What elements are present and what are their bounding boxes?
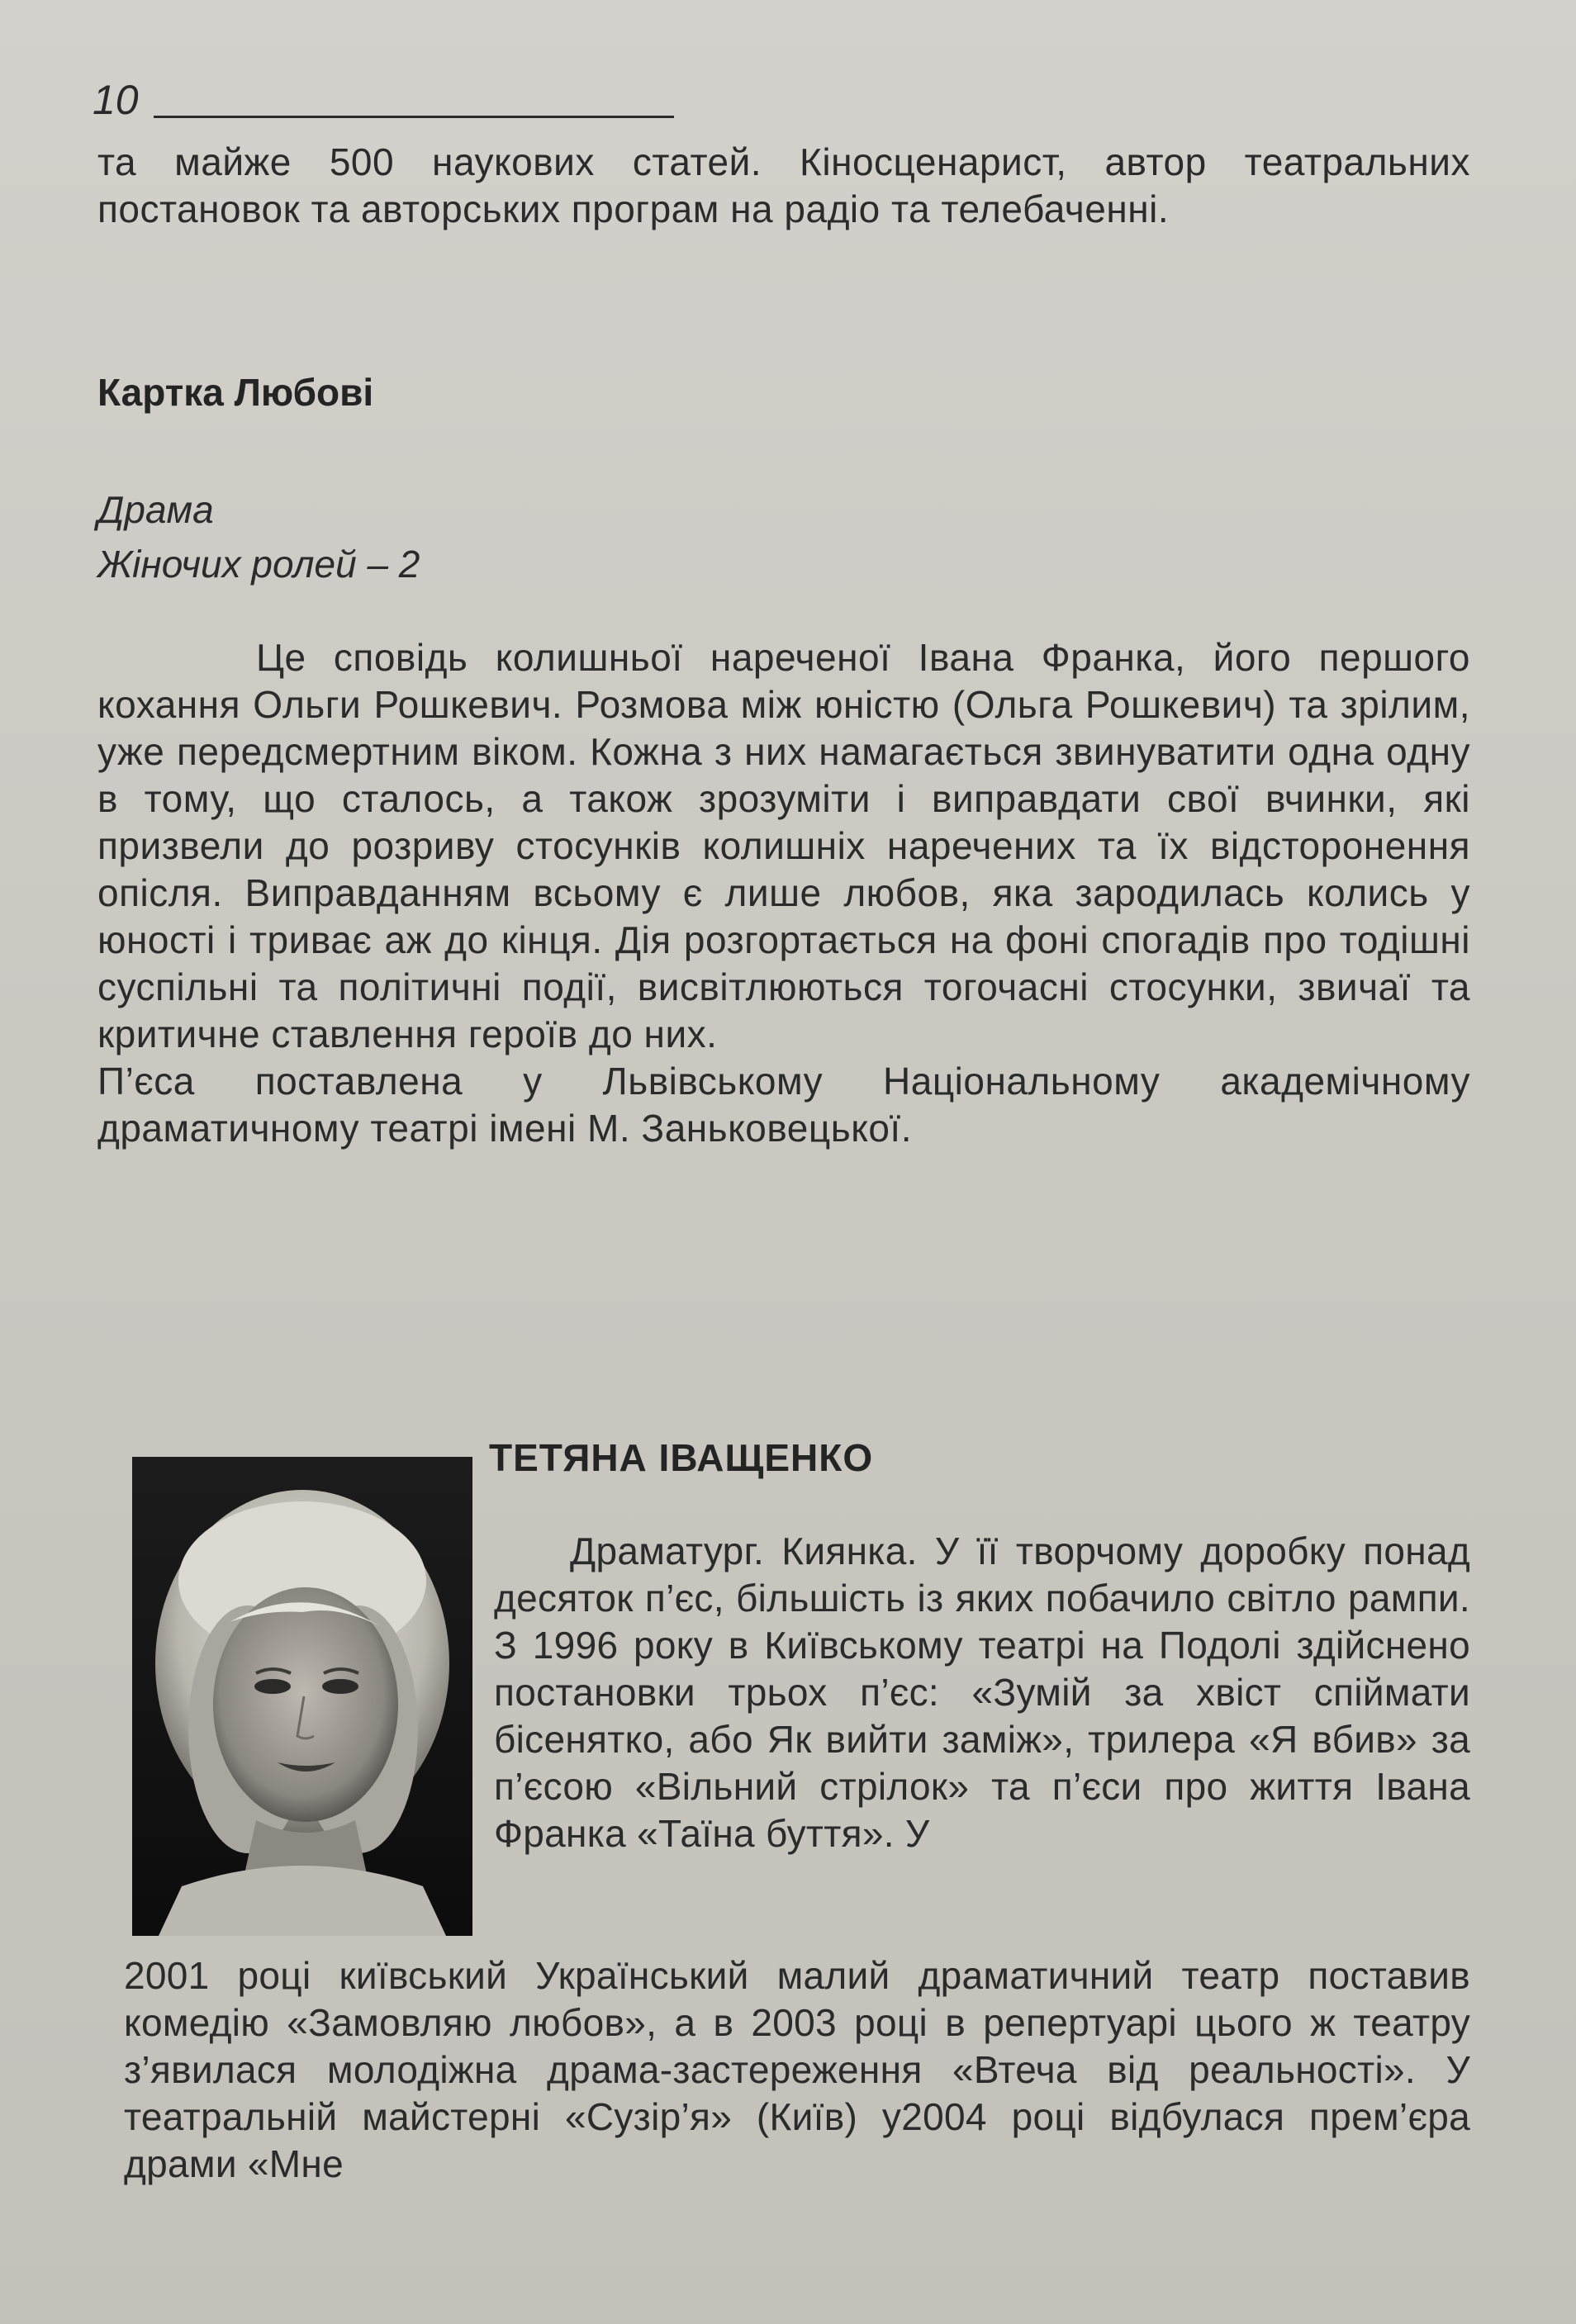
play-staging: П’єса поставлена у Львівському Національному академічному драматичному театрі імені М. Заньковецької. bbox=[97, 1060, 1470, 1150]
play-roles: Жіночих ролей – 2 bbox=[97, 543, 420, 586]
play-meta bbox=[97, 482, 420, 591]
author-bio-continued: 2001 році київський Український малий драматичний театр поставив комедію «Замовляю любов», а в 2003 році в репертуарі цього ж театру з’явилася молодіжна драма-застереження «Втеча від реальності». У театральній майстерні «Сузір’я» (Київ) у2004 році відбулася прем’єра драми «Мне bbox=[124, 1954, 1470, 2185]
intro-paragraph: та майже 500 наукових статей. Кіносценарист, автор театральних постановок та авторських програм на радіо та телебаченні. bbox=[97, 140, 1470, 230]
play-description-block bbox=[97, 634, 1470, 1152]
author-bio-side: Драматург. Киянка. У її творчому доробку понад десяток п’єс, більшість із яких побачило світло рампи. З 1996 року в Київському театрі на Подолі здійснено постановки трьох п’єс: «Зумій за хвіст спіймати бісенятко, або Як вийти заміж», трилера «Я вбив» за п’єсою «Вільний стрілок» та п’єси про життя Івана Франка «Таїна буття». У bbox=[494, 1530, 1470, 1855]
author-photo bbox=[132, 1457, 472, 1936]
header-rule bbox=[154, 116, 674, 118]
play-title: Картка Любові bbox=[97, 371, 374, 414]
author-name: ТЕТЯНА ІВАЩЕНКО bbox=[489, 1436, 874, 1479]
play-genre: Драма bbox=[97, 488, 214, 531]
play-description: Це сповідь колишньої нареченої Івана Франка, його першого кохання Ольги Рошкевич. Розмова між юністю (Ольга Рошкевич) та зрілим, уже передсмертним віком. Кожна з них намагається звинуватити одна одну в тому, що сталось, а також зрозуміти і виправдати свої вчинки, які призвели до розриву стосунків колишніх наречених та їх відсторонення опісля. Виправданням всьому є лише любов, яка зародилась колись у юності і триває аж до кінця. Дія розгортається на фоні спогадів про тодішні суспільні та політичні події, висвітлюються тогочасні стосунки, звичаї та критичне ставлення героїв до них. bbox=[97, 636, 1470, 1055]
page-number: 10 bbox=[93, 77, 139, 123]
